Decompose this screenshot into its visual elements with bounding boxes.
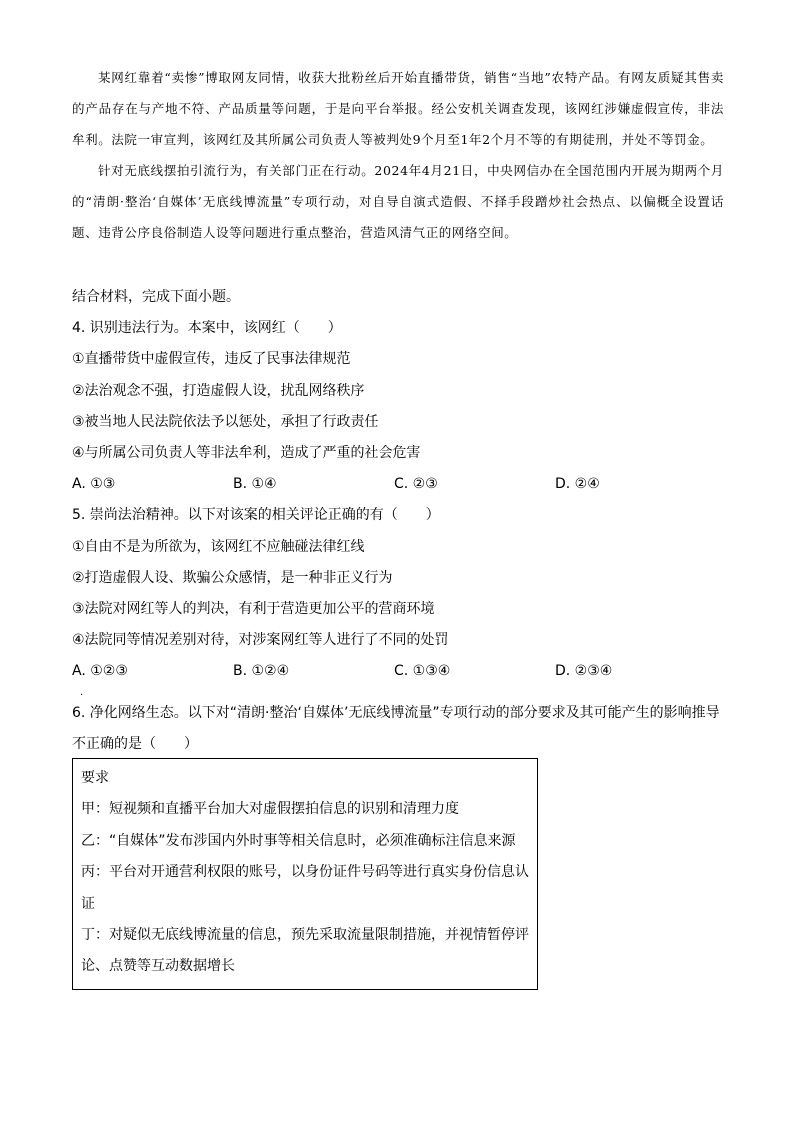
question-6-stem: 6. 净化网络生态。以下对“清朗·整治‘自媒体’无底线博流量”专项行动的部分要求及其可能产生的影响推导不正确的是（ ） xyxy=(72,704,720,752)
requirements-table xyxy=(72,758,538,990)
material-paragraph-2: 针对无底线摆拍引流行为，有关部门正在行动。2024年4月21日，中央网信办在全国范围内开展为期两个月的“清朗·整治‘自媒体’无底线博流量”专项行动，对自导自演式造假、不择手段蹭炒社会热点、以偏概全设置话题、违背公序良俗制造人设等问题进行重点整治，营造风清气正的网络空间。 xyxy=(72,163,724,240)
question-5-option-a[interactable]: A. ①②③ xyxy=(72,663,128,680)
question-4-item-2: ②法治观念不强，打造虚假人设，扰乱网络秩序 xyxy=(72,382,365,399)
question-4-option-a[interactable]: A. ①③ xyxy=(72,476,116,493)
instruction-text: 结合材料，完成下面小题。 xyxy=(72,289,240,305)
question-5-option-c[interactable]: C. ①③④ xyxy=(394,663,451,680)
requirements-heading: 要求 xyxy=(81,770,109,786)
question-4-stem: 4. 识别违法行为。本案中，该网红（ ） xyxy=(72,320,342,337)
question-4-item-3: ③被当地人民法院依法予以惩处，承担了行政责任 xyxy=(72,413,379,430)
question-5-item-4: ④法院同等情况差别对待，对涉案网红等人进行了不同的处罚 xyxy=(72,632,449,649)
requirement-yi: 乙：“自媒体”发布涉国内外时事等相关信息时，必须准确标注信息来源 xyxy=(81,832,516,849)
requirement-ding: 丁：对疑似无底线博流量的信息，预先采取流量限制措施，并视情暂停评论、点赞等互动数据增长 xyxy=(81,927,529,975)
question-4-option-d[interactable]: D. ②④ xyxy=(555,476,600,493)
requirement-jia: 甲：短视频和直播平台加大对虚假摆拍信息的识别和清理力度 xyxy=(81,801,459,818)
question-4-option-b[interactable]: B. ①④ xyxy=(233,476,277,493)
stray-dot-mark: . xyxy=(80,686,84,698)
question-5-item-3: ③法院对网红等人的判决，有利于营造更加公平的营商环境 xyxy=(72,601,435,618)
questions-section xyxy=(72,282,732,760)
material-passage xyxy=(72,62,724,248)
question-5-option-d[interactable]: D. ②③④ xyxy=(555,663,613,680)
question-5-options xyxy=(72,656,732,687)
question-4-item-4: ④与所属公司负责人等非法牟利，造成了严重的社会危害 xyxy=(72,445,421,462)
question-4-option-c[interactable]: C. ②③ xyxy=(394,476,438,493)
question-4-options xyxy=(72,469,732,500)
question-4-item-1: ①直播带货中虚假宣传，违反了民事法律规范 xyxy=(72,351,351,368)
question-5-item-2: ②打造虚假人设、欺骗公众感情，是一种非正义行为 xyxy=(72,569,393,586)
material-paragraph-1: 某网红靠着“卖惨”博取网友同情，收获大批粉丝后开始直播带货，销售“当地”农特产品。有网友质疑其售卖的产品存在与产地不符、产品质量等问题，于是向平台举报。经公安机关调查发现，该网红涉嫌虚假宣传，非法牟利。法院一审宣判，该网红及其所属公司负责人等被判处9个月至1年2个月不等的有期徒刑，并处不等罚金。 xyxy=(72,70,724,147)
question-5-option-b[interactable]: B. ①②④ xyxy=(233,663,290,680)
question-5-item-1: ①自由不是为所欲为，该网红不应触碰法律红线 xyxy=(72,538,365,555)
question-5-stem: 5. 崇尚法治精神。以下对该案的相关评论正确的有（ ） xyxy=(72,507,440,524)
requirement-bing: 丙：平台对开通营利权限的账号，以身份证件号码等进行真实身份信息认证 xyxy=(81,864,529,912)
